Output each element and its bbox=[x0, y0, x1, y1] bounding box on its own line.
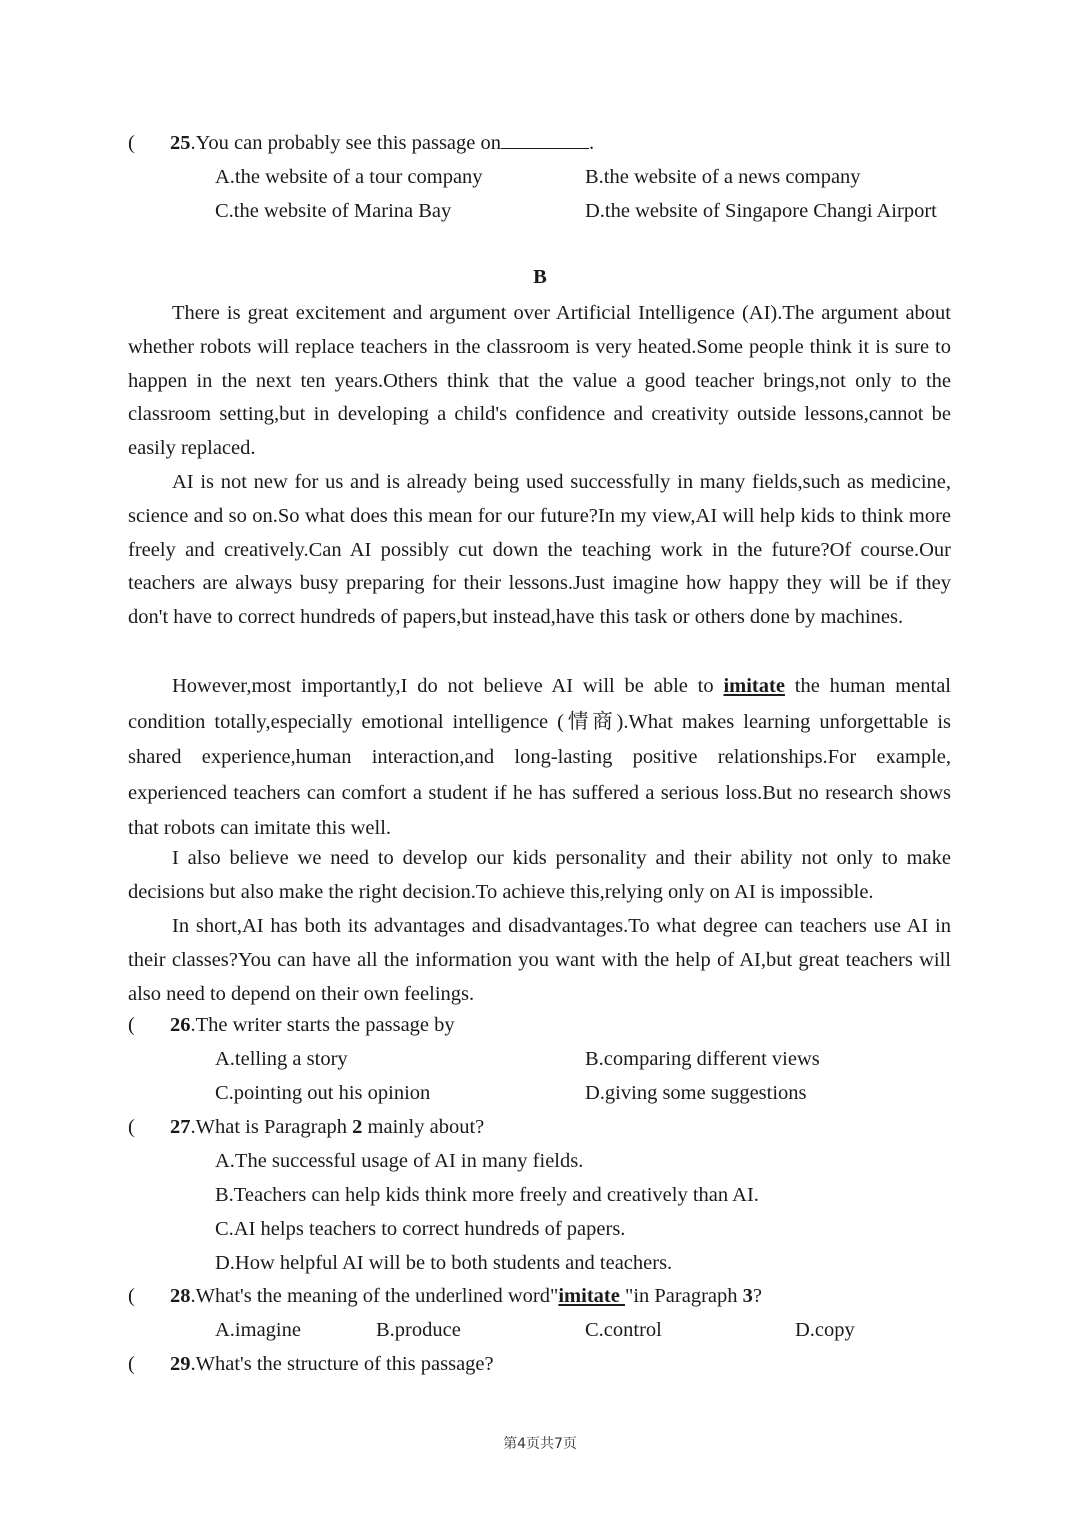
question-text: .The writer starts the passage by bbox=[190, 1014, 455, 1036]
q26-option-d: D.giving some suggestions bbox=[585, 1082, 807, 1104]
q28-option-d: D.copy bbox=[795, 1319, 855, 1341]
q28-option-b: B.produce bbox=[376, 1319, 461, 1341]
question-number: 28 bbox=[170, 1285, 191, 1307]
q25-option-c: C.the website of Marina Bay bbox=[215, 200, 452, 222]
paragraph-4: I also believe we need to develop our kids personality and their ability not only to make decisions but also make the right decision.To achieve this,relying only on AI is impossible. bbox=[128, 847, 951, 903]
answer-bracket: ( bbox=[128, 1353, 135, 1375]
underlined-word: imitate bbox=[558, 1285, 625, 1307]
answer-bracket: ( bbox=[128, 1116, 135, 1138]
answer-blank bbox=[501, 132, 589, 149]
question-number: 27 bbox=[170, 1116, 191, 1138]
paragraph-5: In short,AI has both its advantages and disadvantages.To what degree can teachers use AI in their classes?You can have all the information you want with the help of AI,but great teachers will also need to depend on their own feelings. bbox=[128, 915, 951, 1005]
question-number: 25 bbox=[170, 132, 191, 154]
question-text: .What's the structure of this passage? bbox=[190, 1353, 494, 1375]
paragraph-2: AI is not new for us and is already being used successfully in many fields,such as medicine, science and so on.So what does this mean for our future?In my view,AI will help kids to think more freely and creatively.Can AI possibly cut down the teaching work in the future?Of course.Our teachers are always busy preparing for their lessons.Just imagine how happy they will be if they don't have to correct hundreds of papers,but instead,have this task or others done by machines. bbox=[128, 471, 951, 629]
q25-option-b: B.the website of a news company bbox=[585, 166, 861, 188]
question-number: 26 bbox=[170, 1014, 191, 1036]
answer-bracket: ( bbox=[128, 132, 135, 154]
answer-bracket: ( bbox=[128, 1285, 135, 1307]
q25-option-a: A.the website of a tour company bbox=[215, 166, 483, 188]
section-heading: B bbox=[533, 266, 547, 288]
question-27: ( 27.What is Paragraph 2 mainly about? bbox=[128, 1116, 485, 1138]
q28-option-c: C.control bbox=[585, 1319, 662, 1341]
q25-option-d: D.the website of Singapore Changi Airport bbox=[585, 200, 937, 222]
paragraph-1: There is great excitement and argument over Artificial Intelligence (AI).The argument about whether robots will replace teachers in the classroom is very heated.Some people think it is sure to happen in the next ten years.Others think that the value a good teacher brings,not only to the classroom setting,but in developing a child's confidence and creativity outside lessons,cannot be easily replaced. bbox=[128, 302, 951, 460]
underlined-word: imitate bbox=[723, 675, 785, 697]
question-29 bbox=[128, 1353, 494, 1376]
q27-option-c: C.AI helps teachers to correct hundreds of papers. bbox=[215, 1218, 626, 1240]
question-text: .You can probably see this passage on bbox=[190, 132, 501, 154]
q27-option-d: D.How helpful AI will be to both students and teachers. bbox=[215, 1252, 673, 1274]
q27-option-a: A.The successful usage of AI in many fields. bbox=[215, 1150, 584, 1172]
q26-option-c: C.pointing out his opinion bbox=[215, 1082, 431, 1104]
question-number: 29 bbox=[170, 1353, 191, 1375]
page-number: 第4页共7页 bbox=[503, 1436, 577, 1452]
question-25: ( 25.You can probably see this passage on . bbox=[128, 132, 595, 154]
q27-option-b: B.Teachers can help kids think more freely and creatively than AI. bbox=[215, 1184, 759, 1206]
answer-bracket: ( bbox=[128, 1014, 135, 1036]
q26-option-a: A.telling a story bbox=[215, 1048, 348, 1070]
paragraph-3: However,most importantly,I do not believe AI will be able to imitate the human mental condition totally,especially emotional intelligence (情商).What makes learning unforgettable is shared experience,human interaction,and long-lasting positive relationships.For example, experienced teachers can comfort a student if he has suffered a serious loss.But no research shows that robots can imitate this well. bbox=[128, 675, 952, 839]
q26-option-b: B.comparing different views bbox=[585, 1048, 820, 1070]
q28-option-a: A.imagine bbox=[215, 1319, 301, 1341]
question-28: ( 28.What's the meaning of the underlined word"imitate "in Paragraph 3? bbox=[128, 1285, 762, 1307]
question-26 bbox=[128, 1014, 455, 1037]
